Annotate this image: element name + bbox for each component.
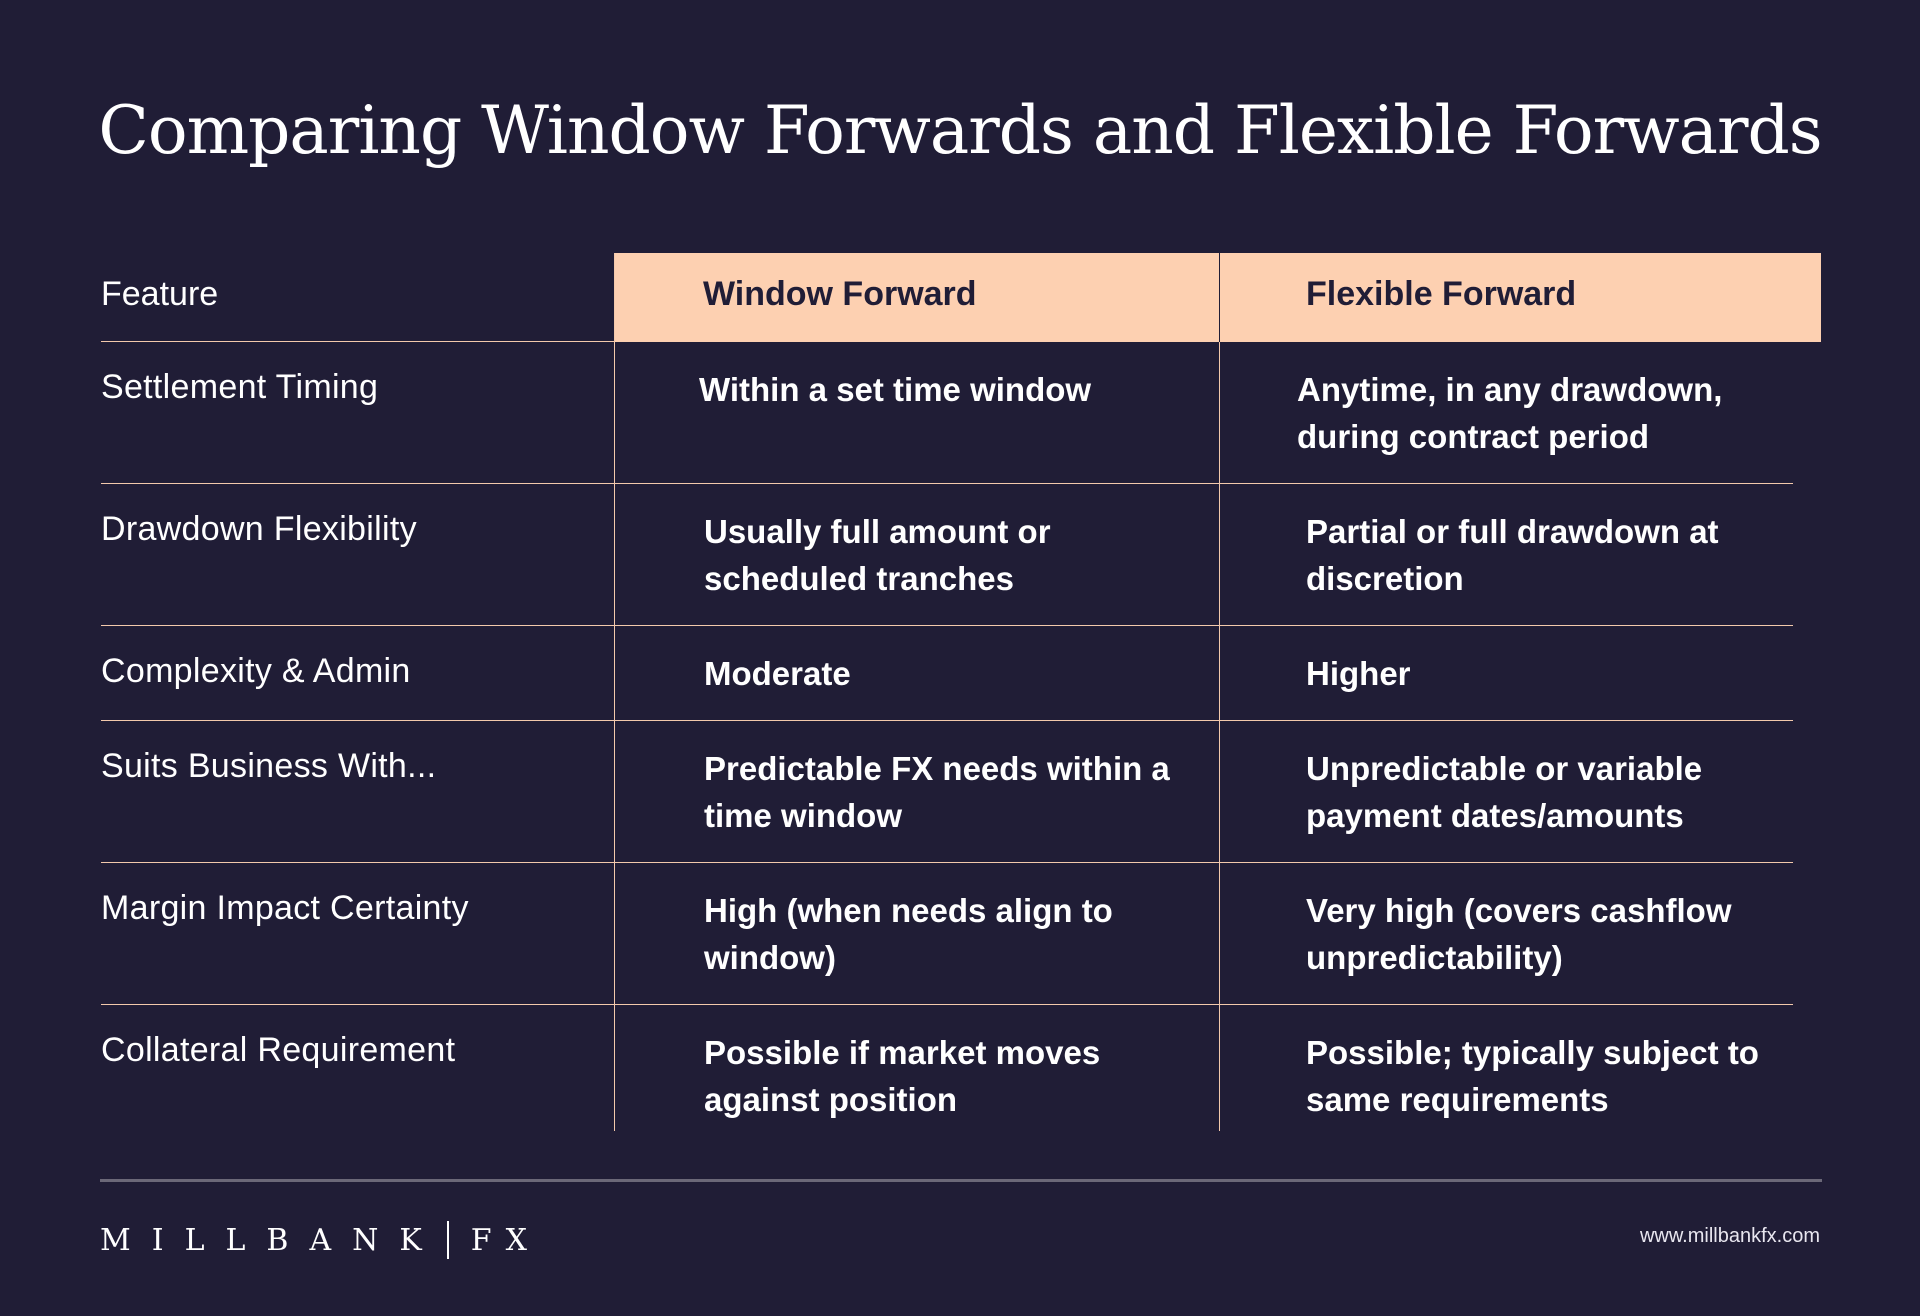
row-window-forward: Moderate [614,626,1219,721]
row-feature: Margin Impact Certainty [101,889,469,927]
row-flexible-forward: Anytime, in any drawdown, during contract period [1219,342,1821,484]
table-row [101,484,1821,626]
row-flexible-forward: Possible; typically subject to same requirements [1219,1005,1821,1131]
table-row [101,721,1821,863]
row-window-forward: Usually full amount or scheduled tranches [614,484,1219,626]
row-flexible-forward: Very high (covers cashflow unpredictability) [1219,863,1821,1005]
table-row [101,863,1821,1005]
header-window-forward: Window Forward [614,253,1219,342]
page-title: Comparing Window Forwards and Flexible Forwards [98,92,1822,169]
logo-divider [447,1221,449,1259]
table-header-row [101,253,1821,342]
row-feature: Drawdown Flexibility [101,510,417,548]
row-feature: Suits Business With... [101,747,437,785]
logo-brand-text: MILLBANK [100,1222,443,1258]
table-row [101,342,1821,484]
row-feature: Settlement Timing [101,368,379,406]
row-window-forward: Within a set time window [614,342,1219,484]
millbank-fx-logo [100,1218,541,1262]
row-flexible-forward: Unpredictable or variable payment dates/amounts [1219,721,1821,863]
row-flexible-forward: Partial or full drawdown at discretion [1219,484,1821,626]
footer-divider [100,1179,1822,1182]
table-row [101,1005,1821,1131]
website-url: www.millbankfx.com [1639,1225,1820,1247]
comparison-table [101,253,1821,1131]
row-feature: Collateral Requirement [101,1031,456,1069]
row-window-forward: Possible if market moves against position [614,1005,1219,1131]
header-flexible-forward: Flexible Forward [1219,253,1821,342]
row-window-forward: High (when needs align to window) [614,863,1219,1005]
logo-fx-text: FX [470,1222,541,1258]
row-window-forward: Predictable FX needs within a time window [614,721,1219,863]
header-feature: Feature [101,253,614,342]
table-row [101,626,1821,721]
row-flexible-forward: Higher [1219,626,1821,721]
row-feature: Complexity & Admin [101,652,411,690]
